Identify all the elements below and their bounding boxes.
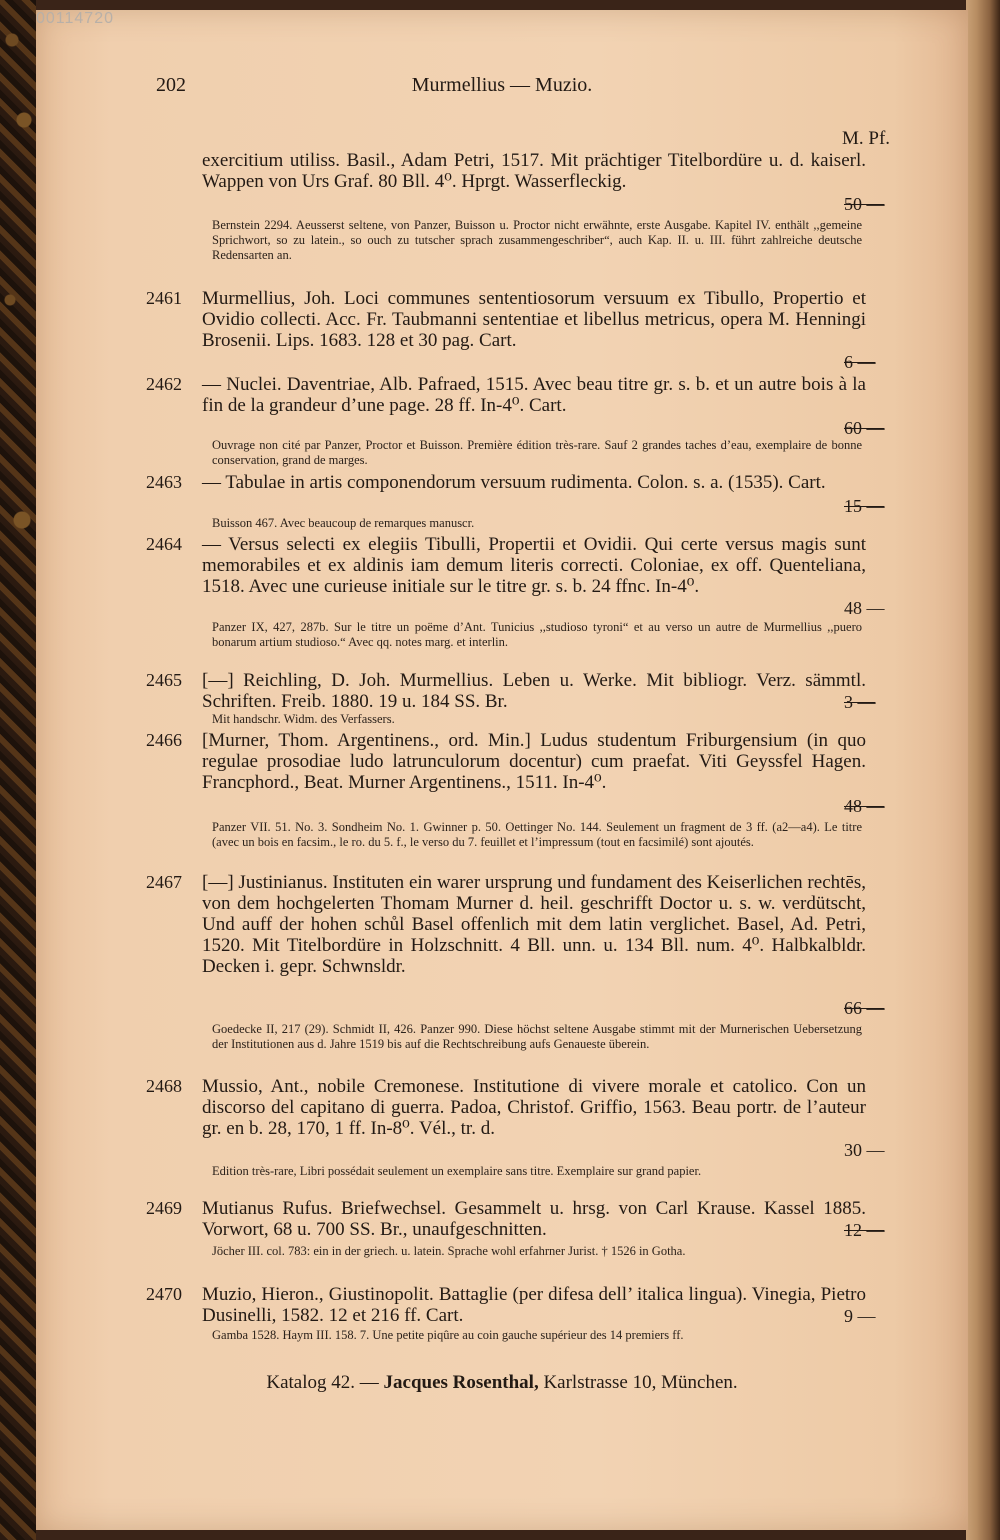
entry-text: — Nuclei. Daventriae, Alb. Pafraed, 1515. Avec beau titre gr. s. b. et un autre bois à la fin de la grandeur d’une page. 28 ff. In-4⁰. Cart. bbox=[202, 374, 866, 416]
entry-text: Murmellius, Joh. Loci communes sententiosorum versuum ex Tibullo, Propertio et Ovidio collecti. Acc. Fr. Taubmanni sententiae et libellus metricus, opera M. Henningi Brosenii. Lips. 1683. 128 et 30 pag. Cart. bbox=[202, 288, 866, 351]
entry-note: Panzer VII. 51. No. 3. Sondheim No. 1. Gwinner p. 50. Oettinger No. 144. Seulement un fragment de 3 ff. (a2—a4). Le titre (avec un bois en facsim., le ro. du 5. f., le verso du 7. feuillet et l’impressum (tout en facsimilé) sont ajoutés. bbox=[212, 820, 862, 849]
lot-number: 2470 bbox=[146, 1284, 182, 1304]
footer-address: Karlstrasse 10, München. bbox=[543, 1372, 738, 1393]
lot-number: 2469 bbox=[146, 1198, 182, 1218]
entry-price: 50 — bbox=[844, 194, 885, 214]
lot-number: 2464 bbox=[146, 534, 182, 554]
lot-number: 2467 bbox=[146, 872, 182, 892]
entry-note: Mit handschr. Widm. des Verfassers. bbox=[212, 712, 395, 726]
entry-price: 48 — bbox=[844, 796, 885, 816]
entry-text: [—] Reichling, D. Joh. Murmellius. Leben u. Werke. Mit bibliogr. Verz. sämmtl. Schriften. Freib. 1880. 19 u. 184 SS. Br. bbox=[202, 670, 866, 712]
page-title: Murmellius — Muzio. bbox=[411, 74, 593, 96]
currency-column-header: M. Pf. bbox=[842, 128, 891, 149]
entry-text: [—] Justinianus. Instituten ein warer ursprung und fundament des Keiserlichen rechtēs, von dem hochgelerten Thomam Murner d. heil. geschrifft Doctor u. s. w. verdütscht, Und auff der hohen schůl Basel offenlich mit dem latin verglichet. Basel, Ad. Petri, 1520. Mit Titelbordüre in Holzschnitt. 4 Bll. unn. u. 134 Bll. num. 4⁰. Halbkalbldr. Decken i. gepr. Schwnsldr. bbox=[202, 872, 866, 977]
entry-price: 6 — bbox=[844, 352, 876, 372]
catalog-footer bbox=[36, 1372, 968, 1394]
entry-note: Ouvrage non cité par Panzer, Proctor et Buisson. Première édition très-rare. Sauf 2 grandes taches d’eau, exemplaire de bonne conservation, grand de marges. bbox=[212, 438, 862, 467]
entry-note: Jöcher III. col. 783: ein in der griech. u. latein. Sprache wohl erfahrner Jurist. † 1526 in Gotha. bbox=[212, 1244, 686, 1258]
entry-text: Mussio, Ant., nobile Cremonese. Institutione di vivere morale et catolico. Con un discorso del capitano di guerra. Padoa, Christof. Griffio, 1563. Beau portr. de l’auteur gr. en b. 28, 170, 1 ff. In-8⁰. Vél., tr. d. bbox=[202, 1076, 866, 1139]
lot-number: 2465 bbox=[146, 670, 182, 690]
entry-note: Gamba 1528. Haym III. 158. 7. Une petite piqûre au coin gauche supérieur des 14 premiers ff. bbox=[212, 1328, 684, 1342]
entry-text: — Versus selecti ex elegiis Tibulli, Propertii et Ovidii. Qui certe versus magis sunt memorabiles et ex aldinis iam demum literis correcti. Coloniae, ex off. Quenteliana, 1518. Avec une curieuse initiale sur le titre gr. s. b. 24 ffnc. In-4⁰. bbox=[202, 534, 866, 597]
entry-price: 9 — bbox=[844, 1306, 876, 1326]
entry-note: Buisson 467. Avec beaucoup de remarques manuscr. bbox=[212, 516, 475, 530]
entry-price: 60 — bbox=[844, 418, 885, 438]
entry-text: exercitium utiliss. Basil., Adam Petri, 1517. Mit prächtiger Titelbordüre u. d. kaiserl. Wappen von Urs Graf. 80 Bll. 4⁰. Hprgt. Wasserfleckig. bbox=[202, 150, 866, 192]
entry-price: 12 — bbox=[844, 1220, 885, 1240]
entry-text: — Tabulae in artis componendorum versuum rudimenta. Colon. s. a. (1535). Cart. bbox=[202, 472, 826, 493]
book-binding-left bbox=[0, 0, 36, 1540]
lot-number: 2463 bbox=[146, 472, 182, 492]
entry-note: Edition très-rare, Libri possédait seulement un exemplaire sans titre. Exemplaire sur grand papier. bbox=[212, 1164, 702, 1178]
lot-number: 2461 bbox=[146, 288, 182, 308]
entry-price: 30 — bbox=[844, 1140, 885, 1160]
footer-catalog: Katalog 42. — bbox=[266, 1372, 379, 1393]
lot-number: 2468 bbox=[146, 1076, 182, 1096]
page-number: 202 bbox=[156, 74, 186, 96]
entry-price: 15 — bbox=[844, 496, 885, 516]
book-binding-right bbox=[966, 0, 1000, 1540]
entry-note: Goedecke II, 217 (29). Schmidt II, 426. Panzer 990. Diese höchst seltene Ausgabe stimmt mit der Murnerischen Uebersetzung der Institutionen aus d. Jahre 1519 bis auf die Rechtschreibung aufs Genaueste überein. bbox=[212, 1022, 862, 1051]
entry-note: Bernstein 2294. Aeusserst seltene, von Panzer, Buisson u. Proctor nicht erwähnte, erste Ausgabe. Kapitel IV. enthält ,,gemeine Sprichwort, so zu latein., so ouch zu tutscher sprach zusammengeschriber“, auch Kap. II. u. III. führt zahlreiche deutsche Redensarten an. bbox=[212, 218, 862, 262]
entry-text: [Murner, Thom. Argentinens., ord. Min.] Ludus studentum Friburgensium (in quo regulae prosodiae ludo latrunculorum docentur) cum praefat. Viti Geyssfel Hagen. Francphord., Beat. Murner Argentinens., 1511. In-4⁰. bbox=[202, 730, 866, 793]
entry-note: Panzer IX, 427, 287b. Sur le titre un poëme d’Ant. Tunicius ,,studioso tyroni“ et au verso un autre de Murmellius ,,puero bonarum artium studioso.“ Avec qq. notes marg. et interlin. bbox=[212, 620, 862, 649]
lot-number: 2462 bbox=[146, 374, 182, 394]
lot-number: 2466 bbox=[146, 730, 182, 750]
entry-text: Muzio, Hieron., Giustinopolit. Battaglie (per difesa dell’ italica lingua). Vinegia, Pietro Dusinelli, 1582. 12 et 216 ff. Cart. bbox=[202, 1284, 866, 1326]
entry-price: 48 — bbox=[844, 598, 885, 618]
entry-price: 3 — bbox=[844, 692, 876, 712]
entry-text: Mutianus Rufus. Briefwechsel. Gesammelt u. hrsg. von Carl Krause. Kassel 1885. Vorwort, 68 u. 700 SS. Br., unaufgeschnitten. bbox=[202, 1198, 866, 1240]
archive-stamp: 00114720 bbox=[36, 10, 114, 27]
footer-firm: Jacques Rosenthal, bbox=[383, 1372, 539, 1393]
catalog-page bbox=[36, 10, 968, 1530]
entry-price: 66 — bbox=[844, 998, 885, 1018]
